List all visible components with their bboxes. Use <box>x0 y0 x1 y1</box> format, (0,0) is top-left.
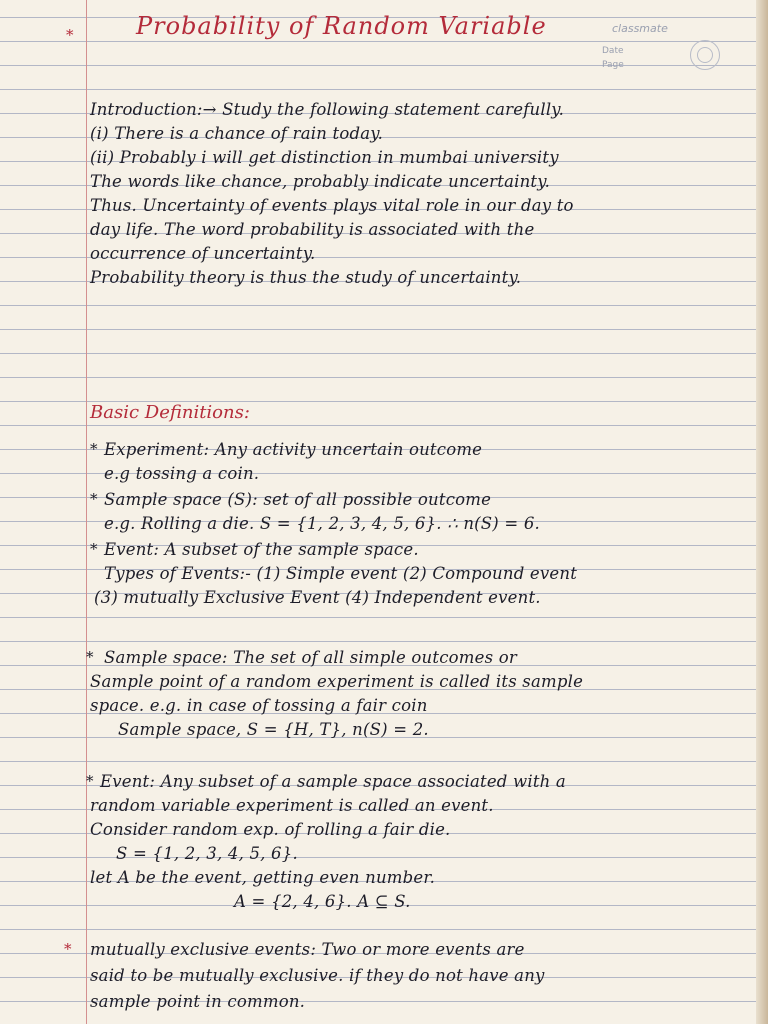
note-line: Consider random exp. of rolling a fair die. <box>90 820 451 839</box>
note-line: Sample point of a random experiment is called its sample <box>90 672 584 691</box>
page-title: Probability of Random Variable <box>136 12 547 40</box>
date-label: Date <box>602 46 624 56</box>
bullet-star: * <box>90 440 98 458</box>
note-line: The words like chance, probably indicate uncertainty. <box>90 172 551 191</box>
note-line: Sample space (S): set of all possible outcome <box>104 490 492 509</box>
page-edge <box>756 0 768 1024</box>
note-line: occurrence of uncertainty. <box>90 244 316 263</box>
note-line: Thus. Uncertainty of events plays vital role in our day to <box>90 196 574 215</box>
note-line: Sample space: The set of all simple outcomes or <box>104 648 517 667</box>
bullet-star: * <box>90 490 98 508</box>
note-line: mutually exclusive events: Two or more events are <box>90 940 525 959</box>
note-line: random variable experiment is called an event. <box>90 796 494 815</box>
note-line: said to be mutually exclusive. if they do not have any <box>90 966 545 985</box>
note-line: (3) mutually Exclusive Event (4) Independent event. <box>94 588 541 607</box>
note-line: S = {1, 2, 3, 4, 5, 6}. <box>116 844 298 863</box>
note-line: sample point in common. <box>90 992 306 1011</box>
note-line: e.g. Rolling a die. S = {1, 2, 3, 4, 5, 6}. ∴ n(S) = 6. <box>104 514 541 533</box>
section-heading: Basic Definitions: <box>90 402 250 423</box>
note-line: Event: Any subset of a sample space associated with a <box>100 772 566 791</box>
brand-name: classmate <box>612 22 668 35</box>
bullet-star: * <box>90 540 98 558</box>
note-line: day life. The word probability is associated with the <box>90 220 535 239</box>
note-line: let A be the event, getting even number. <box>90 868 436 887</box>
intro-line: Introduction:→ Study the following statement carefully. <box>90 100 565 119</box>
bullet-star: * <box>86 648 94 666</box>
note-line: Sample space, S = {H, T}, n(S) = 2. <box>118 720 429 739</box>
note-line: space. e.g. in case of tossing a fair coin <box>90 696 428 715</box>
note-line: A = {2, 4, 6}. A ⊆ S. <box>234 892 411 911</box>
margin-star: * <box>66 26 74 44</box>
page-label: Page <box>602 60 624 70</box>
bullet-star: * <box>86 772 94 790</box>
note-line: e.g tossing a coin. <box>104 464 260 483</box>
note-line: (ii) Probably i will get distinction in mumbai university <box>90 148 559 167</box>
margin-line <box>86 0 87 1024</box>
note-line: (i) There is a chance of rain today. <box>90 124 384 143</box>
note-line: Probability theory is thus the study of uncertainty. <box>90 268 522 287</box>
note-line: Types of Events:- (1) Simple event (2) Compound event <box>104 564 578 583</box>
margin-star: * <box>64 940 72 958</box>
note-line: Event: A subset of the sample space. <box>104 540 419 559</box>
brand-logo-icon <box>690 40 720 70</box>
note-line: Experiment: Any activity uncertain outcome <box>104 440 483 459</box>
